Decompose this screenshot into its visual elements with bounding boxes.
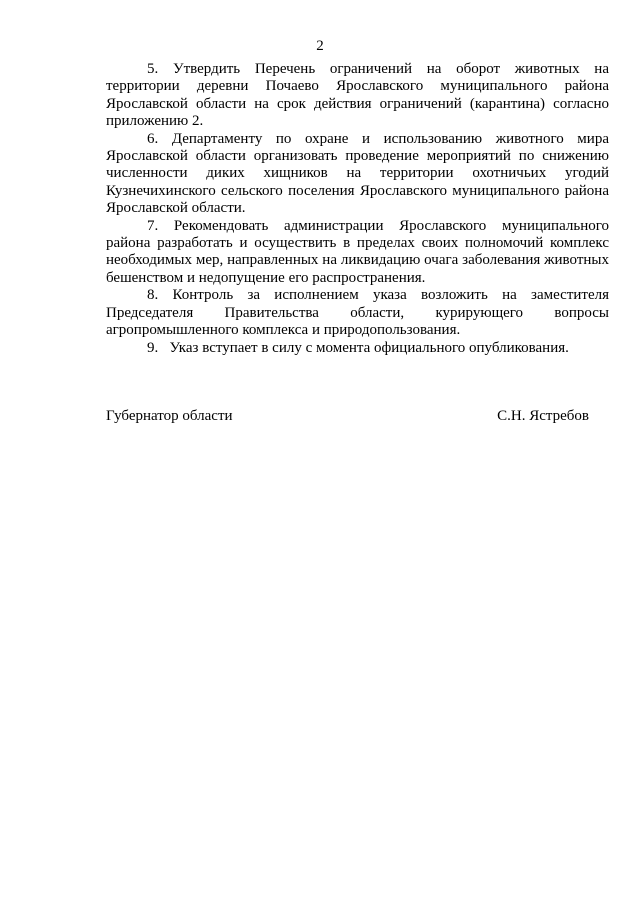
- signatory-name: С.Н. Ястребов: [497, 408, 589, 424]
- paragraph-8: 8. Контроль за исполнением указа возложить на заместителя Председателя Правительства области, курирующего вопросы агропромышленного комплекса и природопользования.: [106, 287, 609, 339]
- decree-body: [106, 61, 609, 357]
- signatory-title: Губернатор области: [106, 408, 233, 424]
- page-number: 2: [316, 38, 324, 54]
- paragraph-6: 6. Департаменту по охране и использованию животного мира Ярославской области организовать проведение мероприятий по снижению численности диких хищников на территории охотничьих угодий Кузнечихинского сельского поселения Ярославского муниципального района Ярославской области.: [106, 130, 609, 217]
- paragraph-7: 7. Рекомендовать администрации Ярославского муниципального района разработать и осуществить в пределах своих полномочий комплекс необходимых мер, направленных на ликвидацию очага заболевания животных бешенством и недопущение его распространения.: [106, 217, 609, 286]
- paragraph-9: 9. Указ вступает в силу с момента официального опубликования.: [147, 339, 569, 356]
- paragraph-5: 5. Утвердить Перечень ограничений на оборот животных на территории деревни Почаево Ярославского муниципального района Ярославской области на срок действия ограничений (карантина) согласно приложению 2.: [106, 61, 609, 130]
